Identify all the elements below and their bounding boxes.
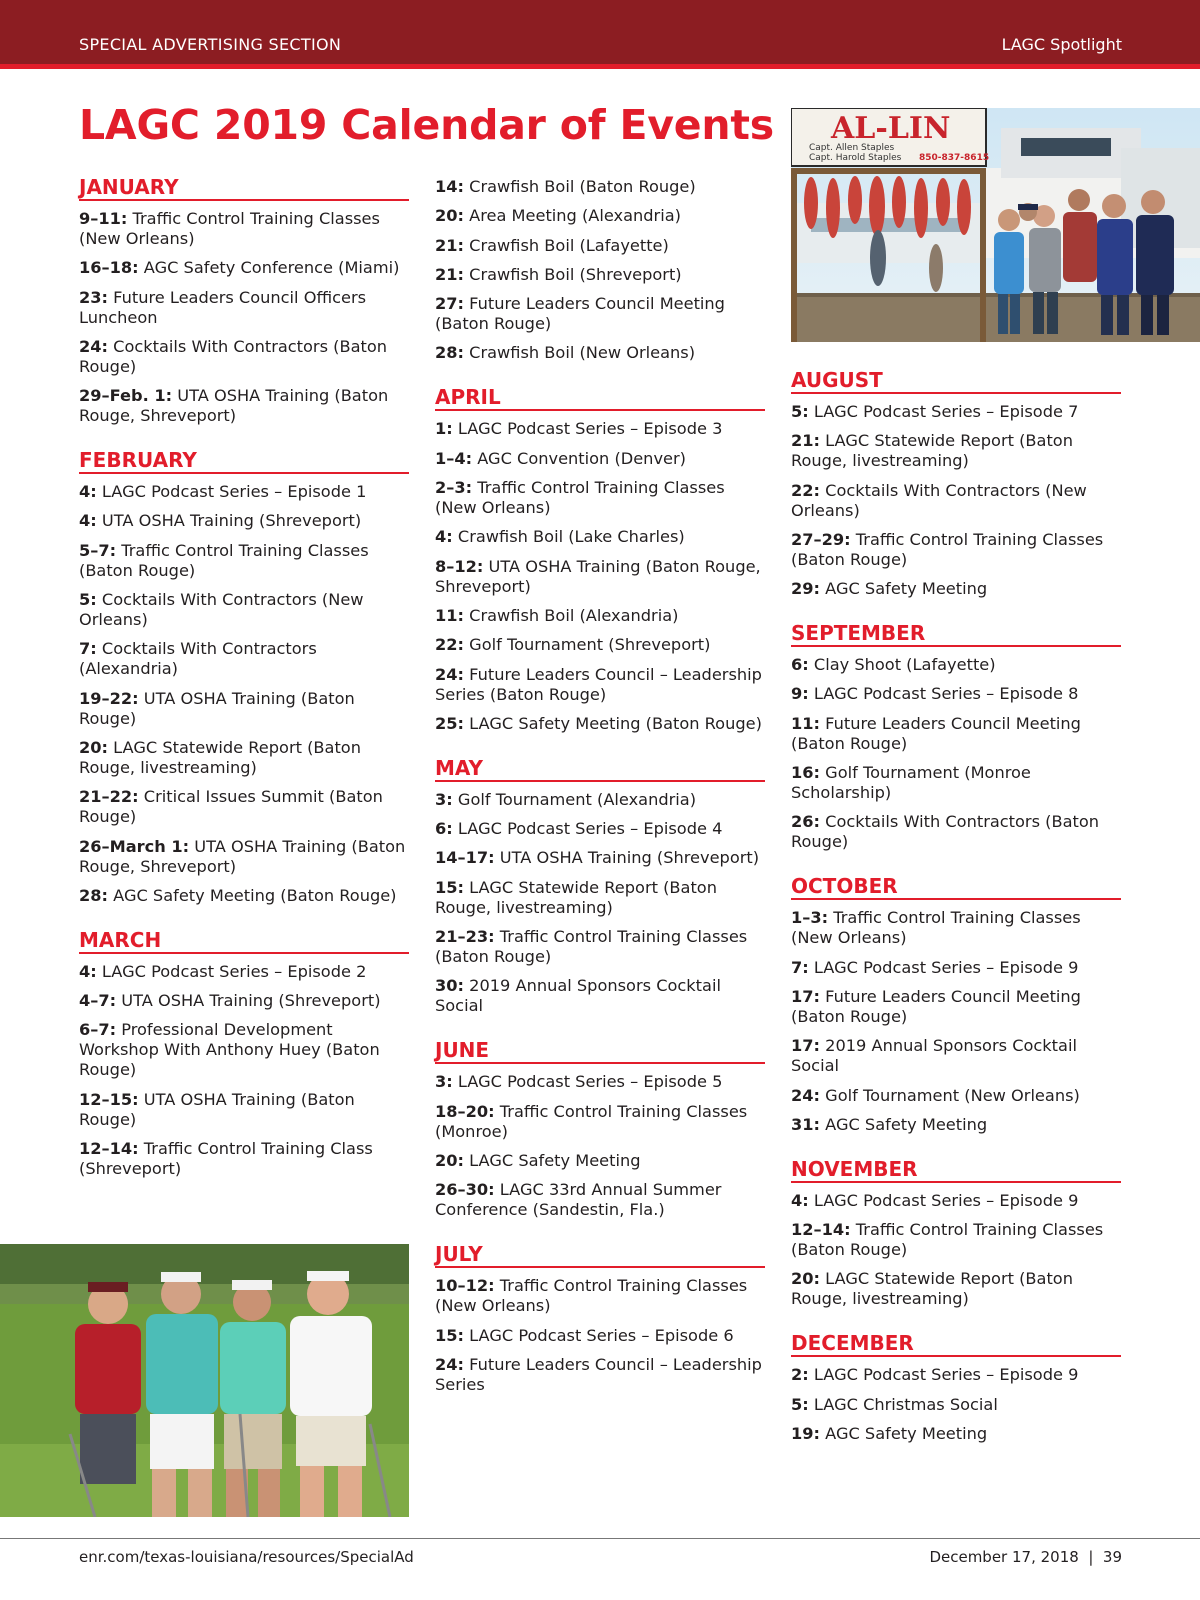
event-text: LAGC Podcast Series – Episode 8 (813, 684, 1079, 704)
event-item (79, 386, 409, 426)
event-date: 11: (435, 605, 464, 625)
calendar-column-1 (79, 175, 409, 1201)
month-section (435, 1242, 765, 1395)
event-date: 1–4: (435, 448, 473, 468)
event-date: 18–20: (435, 1101, 495, 1121)
calendar-column-3 (791, 368, 1121, 1466)
event-text: Crawfish Boil (Lafayette) (469, 235, 669, 255)
event-item (79, 258, 409, 278)
event-item (435, 1102, 765, 1142)
event-item (79, 738, 409, 778)
event-text: AGC Convention (Denver) (477, 448, 686, 468)
event-text: Traffic Control Training Classes (New Orleans) (791, 908, 1081, 948)
event-item (791, 579, 1121, 599)
event-date: 20: (435, 206, 464, 226)
event-item (79, 1020, 409, 1080)
event-text: UTA OSHA Training (Shreveport) (121, 991, 381, 1011)
event-text: UTA OSHA Training (Baton Rouge) (79, 1089, 355, 1129)
month-section (791, 1157, 1121, 1310)
event-text: 2019 Annual Sponsors Cocktail Social (435, 976, 721, 1016)
event-text: AGC Safety Meeting (825, 1424, 988, 1444)
event-item (79, 590, 409, 630)
event-item (435, 527, 765, 547)
event-text: LAGC Statewide Report (Baton Rouge, livestreaming) (435, 877, 717, 917)
event-date: 4–7: (79, 991, 117, 1011)
event-text: UTA OSHA Training (Baton Rouge, Shreveport) (79, 836, 406, 876)
month-section (79, 175, 409, 426)
calendar-column-2 (435, 177, 765, 1417)
event-item (791, 1365, 1121, 1385)
event-text: Cocktails With Contractors (New Orleans) (79, 590, 364, 630)
event-date: 1: (435, 419, 453, 439)
event-item (791, 714, 1121, 754)
event-text: LAGC Podcast Series – Episode 9 (813, 1190, 1079, 1210)
event-item (791, 684, 1121, 704)
event-date: 4: (435, 527, 453, 547)
footer-url: enr.com/texas-louisiana/resources/SpecialAd (79, 1548, 414, 1566)
event-text: Golf Tournament (Monroe Scholarship) (791, 763, 1031, 803)
event-item (435, 177, 765, 197)
event-text: Crawfish Boil (Baton Rouge) (469, 177, 696, 196)
event-item (435, 1276, 765, 1316)
event-date: 3: (435, 1072, 453, 1092)
event-date: 24: (435, 664, 464, 684)
event-date: 21: (435, 264, 464, 284)
month-heading: JULY (435, 1242, 765, 1268)
event-text: LAGC Podcast Series – Episode 9 (813, 957, 1079, 977)
month-section (435, 1038, 765, 1220)
event-item (435, 206, 765, 226)
event-date: 9: (791, 684, 809, 704)
event-item (435, 790, 765, 810)
sign-line-2: Capt. Harold Staples (809, 153, 902, 163)
event-text: UTA OSHA Training (Baton Rouge) (79, 688, 355, 728)
event-text: UTA OSHA Training (Baton Rouge, Shreveport) (435, 556, 761, 596)
event-date: 6: (435, 819, 453, 839)
event-date: 21: (791, 431, 820, 451)
event-date: 16: (791, 763, 820, 783)
event-text: UTA OSHA Training (Baton Rouge, Shreveport) (79, 386, 389, 426)
footer-divider (0, 1538, 1200, 1539)
event-item (79, 886, 409, 906)
event-text: LAGC Safety Meeting (469, 1150, 641, 1170)
event-item (435, 606, 765, 626)
month-section-continued (435, 177, 765, 363)
event-item (435, 1326, 765, 1346)
month-heading: JUNE (435, 1038, 765, 1064)
event-date: 15: (435, 877, 464, 897)
event-date: 17: (791, 1036, 820, 1056)
event-item (79, 482, 409, 502)
event-item (791, 402, 1121, 422)
event-text: Area Meeting (Alexandria) (469, 206, 681, 226)
event-item (435, 265, 765, 285)
event-item (79, 689, 409, 729)
event-date: 4: (79, 961, 97, 981)
event-item (791, 908, 1121, 948)
event-date: 14–17: (435, 848, 495, 868)
event-text: Traffic Control Training Class (Shreveport) (79, 1139, 373, 1179)
event-date: 21: (435, 235, 464, 255)
event-date: 11: (791, 713, 820, 733)
event-text: Golf Tournament (Shreveport) (469, 635, 711, 655)
month-section (791, 1331, 1121, 1444)
event-text: Cocktails With Contractors (Alexandria) (79, 639, 317, 679)
event-text: Professional Development Workshop With Anthony Huey (Baton Rouge) (79, 1020, 380, 1080)
event-item (79, 541, 409, 581)
event-item (435, 927, 765, 967)
event-date: 26–March 1: (79, 836, 190, 856)
event-text: LAGC 33rd Annual Summer Conference (Sandestin, Fla.) (435, 1180, 722, 1220)
month-heading: JANUARY (79, 175, 409, 201)
event-item (435, 819, 765, 839)
event-date: 14: (435, 177, 464, 196)
event-date: 20: (79, 737, 108, 757)
sign-name: AL-LIN (831, 111, 951, 146)
event-text: Future Leaders Council Meeting (Baton Rouge) (435, 294, 725, 334)
event-item (791, 481, 1121, 521)
event-item (435, 449, 765, 469)
event-text: AGC Safety Meeting (825, 1114, 988, 1134)
event-date: 21–23: (435, 927, 495, 947)
event-date: 4: (791, 1190, 809, 1210)
event-date: 23: (79, 287, 108, 307)
month-heading: AUGUST (791, 368, 1121, 394)
event-date: 1–3: (791, 908, 829, 928)
event-date: 5: (79, 590, 97, 610)
event-date: 27: (435, 294, 464, 314)
event-date: 26: (791, 812, 820, 832)
event-date: 12–15: (79, 1089, 139, 1109)
event-item (791, 812, 1121, 852)
event-text: Clay Shoot (Lafayette) (813, 655, 996, 675)
event-text: AGC Safety Meeting (Baton Rouge) (113, 885, 397, 905)
event-text: Cocktails With Contractors (Baton Rouge) (79, 336, 387, 376)
month-section (791, 368, 1121, 599)
event-item (435, 478, 765, 518)
event-text: Crawfish Boil (Lake Charles) (457, 527, 685, 547)
event-date: 2–3: (435, 478, 473, 498)
event-date: 22: (435, 635, 464, 655)
event-date: 5–7: (79, 540, 117, 560)
event-date: 20: (435, 1150, 464, 1170)
event-text: Traffic Control Training Classes (Baton Rouge) (791, 529, 1104, 569)
event-text: LAGC Podcast Series – Episode 1 (101, 482, 367, 502)
section-name: LAGC Spotlight (1001, 35, 1122, 54)
month-heading: OCTOBER (791, 874, 1121, 900)
event-date: 25: (435, 713, 464, 733)
event-item (435, 557, 765, 597)
event-text: Traffic Control Training Classes (Baton Rouge) (435, 927, 748, 967)
event-item (79, 337, 409, 377)
event-date: 6–7: (79, 1020, 117, 1040)
event-item (435, 343, 765, 363)
sign-line-1: Capt. Allen Staples (809, 143, 895, 153)
event-item (791, 763, 1121, 803)
event-text: Critical Issues Summit (Baton Rouge) (79, 787, 383, 827)
event-text: Crawfish Boil (Shreveport) (469, 264, 682, 284)
event-date: 15: (435, 1325, 464, 1345)
event-text: 2019 Annual Sponsors Cocktail Social (791, 1036, 1077, 1076)
event-item (435, 635, 765, 655)
event-date: 9–11: (79, 209, 128, 228)
event-date: 5: (791, 402, 809, 421)
fishing-charter-photo (791, 108, 1200, 342)
sign-phone: 850-837-8615 (919, 153, 990, 163)
month-heading: FEBRUARY (79, 448, 409, 474)
event-date: 24: (791, 1085, 820, 1105)
event-item (791, 1424, 1121, 1444)
event-text: Traffic Control Training Classes (New Orleans) (435, 478, 725, 518)
event-date: 26–30: (435, 1180, 495, 1200)
event-item (79, 288, 409, 328)
event-text: UTA OSHA Training (Shreveport) (101, 511, 362, 531)
event-text: Traffic Control Training Classes (Baton Rouge) (79, 540, 369, 580)
event-text: LAGC Statewide Report (Baton Rouge, livestreaming) (791, 431, 1073, 471)
event-text: Future Leaders Council – Leadership Series (435, 1354, 762, 1394)
event-date: 12–14: (791, 1220, 851, 1240)
event-item (791, 1269, 1121, 1309)
event-date: 16–18: (79, 258, 139, 278)
header-banner (0, 0, 1200, 64)
event-item (79, 639, 409, 679)
footer-date-page: December 17, 2018 | 39 (929, 1548, 1122, 1566)
event-text: UTA OSHA Training (Shreveport) (499, 848, 760, 868)
event-date: 22: (791, 480, 820, 500)
month-section (79, 928, 409, 1179)
month-heading: MAY (435, 756, 765, 782)
month-heading: APRIL (435, 385, 765, 411)
event-text: Traffic Control Training Classes (New Orleans) (79, 209, 380, 248)
event-date: 24: (79, 336, 108, 356)
event-text: Golf Tournament (New Orleans) (825, 1085, 1080, 1105)
event-item (79, 209, 409, 249)
event-text: LAGC Podcast Series – Episode 5 (457, 1072, 723, 1092)
event-text: Golf Tournament (Alexandria) (457, 789, 697, 809)
section-label: SPECIAL ADVERTISING SECTION (79, 35, 342, 54)
event-item (435, 1151, 765, 1171)
event-text: LAGC Podcast Series – Episode 4 (457, 819, 723, 839)
event-item (791, 1115, 1121, 1135)
event-item (435, 236, 765, 256)
event-text: LAGC Podcast Series – Episode 9 (813, 1365, 1079, 1385)
event-item (435, 1180, 765, 1220)
month-heading: MARCH (79, 928, 409, 954)
event-item (791, 1036, 1121, 1076)
event-item (435, 294, 765, 334)
event-text: LAGC Safety Meeting (Baton Rouge) (469, 713, 762, 733)
event-item (791, 655, 1121, 675)
event-item (79, 991, 409, 1011)
page-title: LAGC 2019 Calendar of Events (79, 101, 774, 149)
event-text: LAGC Podcast Series – Episode 6 (469, 1325, 734, 1345)
event-date: 27–29: (791, 529, 851, 549)
event-item (435, 878, 765, 918)
event-text: Cocktails With Contractors (New Orleans) (791, 480, 1087, 520)
event-date: 5: (791, 1394, 809, 1414)
event-date: 21–22: (79, 787, 139, 807)
event-item (79, 962, 409, 982)
month-section (79, 448, 409, 906)
event-date: 19: (791, 1424, 820, 1444)
event-text: LAGC Statewide Report (Baton Rouge, livestreaming) (791, 1269, 1073, 1309)
event-item (435, 1072, 765, 1092)
event-text: AGC Safety Conference (Miami) (143, 258, 400, 278)
event-item (435, 419, 765, 439)
event-item (79, 1090, 409, 1130)
header-accent-line (0, 64, 1200, 69)
event-item (435, 714, 765, 734)
event-date: 24: (435, 1354, 464, 1374)
event-item (79, 787, 409, 827)
event-date: 20: (791, 1269, 820, 1289)
event-date: 2: (791, 1365, 809, 1385)
event-text: Cocktails With Contractors (Baton Rouge) (791, 812, 1099, 852)
event-item (435, 1355, 765, 1395)
event-item (791, 987, 1121, 1027)
event-date: 31: (791, 1114, 820, 1134)
event-item (791, 1220, 1121, 1260)
event-text: Traffic Control Training Classes (Monroe) (435, 1101, 748, 1141)
event-text: LAGC Christmas Social (813, 1394, 998, 1414)
event-text: LAGC Podcast Series – Episode 7 (813, 402, 1079, 421)
event-text: Future Leaders Council Meeting (Baton Rouge) (791, 986, 1081, 1026)
event-date: 12–14: (79, 1139, 139, 1159)
event-text: Crawfish Boil (New Orleans) (469, 343, 696, 363)
event-item (435, 848, 765, 868)
event-item (79, 1139, 409, 1179)
month-section (435, 756, 765, 1016)
event-date: 7: (79, 639, 97, 659)
event-date: 28: (435, 343, 464, 363)
event-date: 4: (79, 511, 97, 531)
month-heading: SEPTEMBER (791, 621, 1121, 647)
event-item (791, 431, 1121, 471)
event-text: AGC Safety Meeting (825, 579, 988, 599)
event-date: 19–22: (79, 688, 139, 708)
event-item (435, 976, 765, 1016)
event-text: Future Leaders Council Officers Luncheon (79, 287, 367, 327)
month-section (791, 874, 1121, 1134)
event-item (791, 530, 1121, 570)
event-item (79, 837, 409, 877)
event-item (791, 958, 1121, 978)
event-date: 28: (79, 885, 108, 905)
event-text: Future Leaders Council – Leadership Series (Baton Rouge) (435, 664, 762, 704)
event-text: Traffic Control Training Classes (Baton Rouge) (791, 1220, 1104, 1260)
event-text: Crawfish Boil (Alexandria) (469, 605, 679, 625)
month-section (435, 385, 765, 733)
event-date: 7: (791, 957, 809, 977)
event-text: LAGC Podcast Series – Episode 3 (457, 419, 723, 439)
event-text: Future Leaders Council Meeting (Baton Rouge) (791, 713, 1081, 753)
event-date: 10–12: (435, 1276, 495, 1296)
event-item (79, 511, 409, 531)
event-date: 3: (435, 789, 453, 809)
month-heading: NOVEMBER (791, 1157, 1121, 1183)
event-date: 6: (791, 655, 809, 675)
event-text: Traffic Control Training Classes (New Orleans) (435, 1276, 748, 1316)
event-date: 29–Feb. 1: (79, 386, 173, 406)
golf-group-photo (0, 1244, 409, 1517)
event-text: LAGC Podcast Series – Episode 2 (101, 961, 367, 981)
event-text: LAGC Statewide Report (Baton Rouge, livestreaming) (79, 737, 361, 777)
month-section (791, 621, 1121, 852)
event-item (791, 1395, 1121, 1415)
event-date: 4: (79, 482, 97, 502)
event-date: 8–12: (435, 556, 484, 576)
event-date: 17: (791, 986, 820, 1006)
event-item (791, 1191, 1121, 1211)
event-item (791, 1086, 1121, 1106)
event-date: 29: (791, 579, 820, 599)
month-heading: DECEMBER (791, 1331, 1121, 1357)
event-item (435, 665, 765, 705)
event-date: 30: (435, 976, 464, 996)
